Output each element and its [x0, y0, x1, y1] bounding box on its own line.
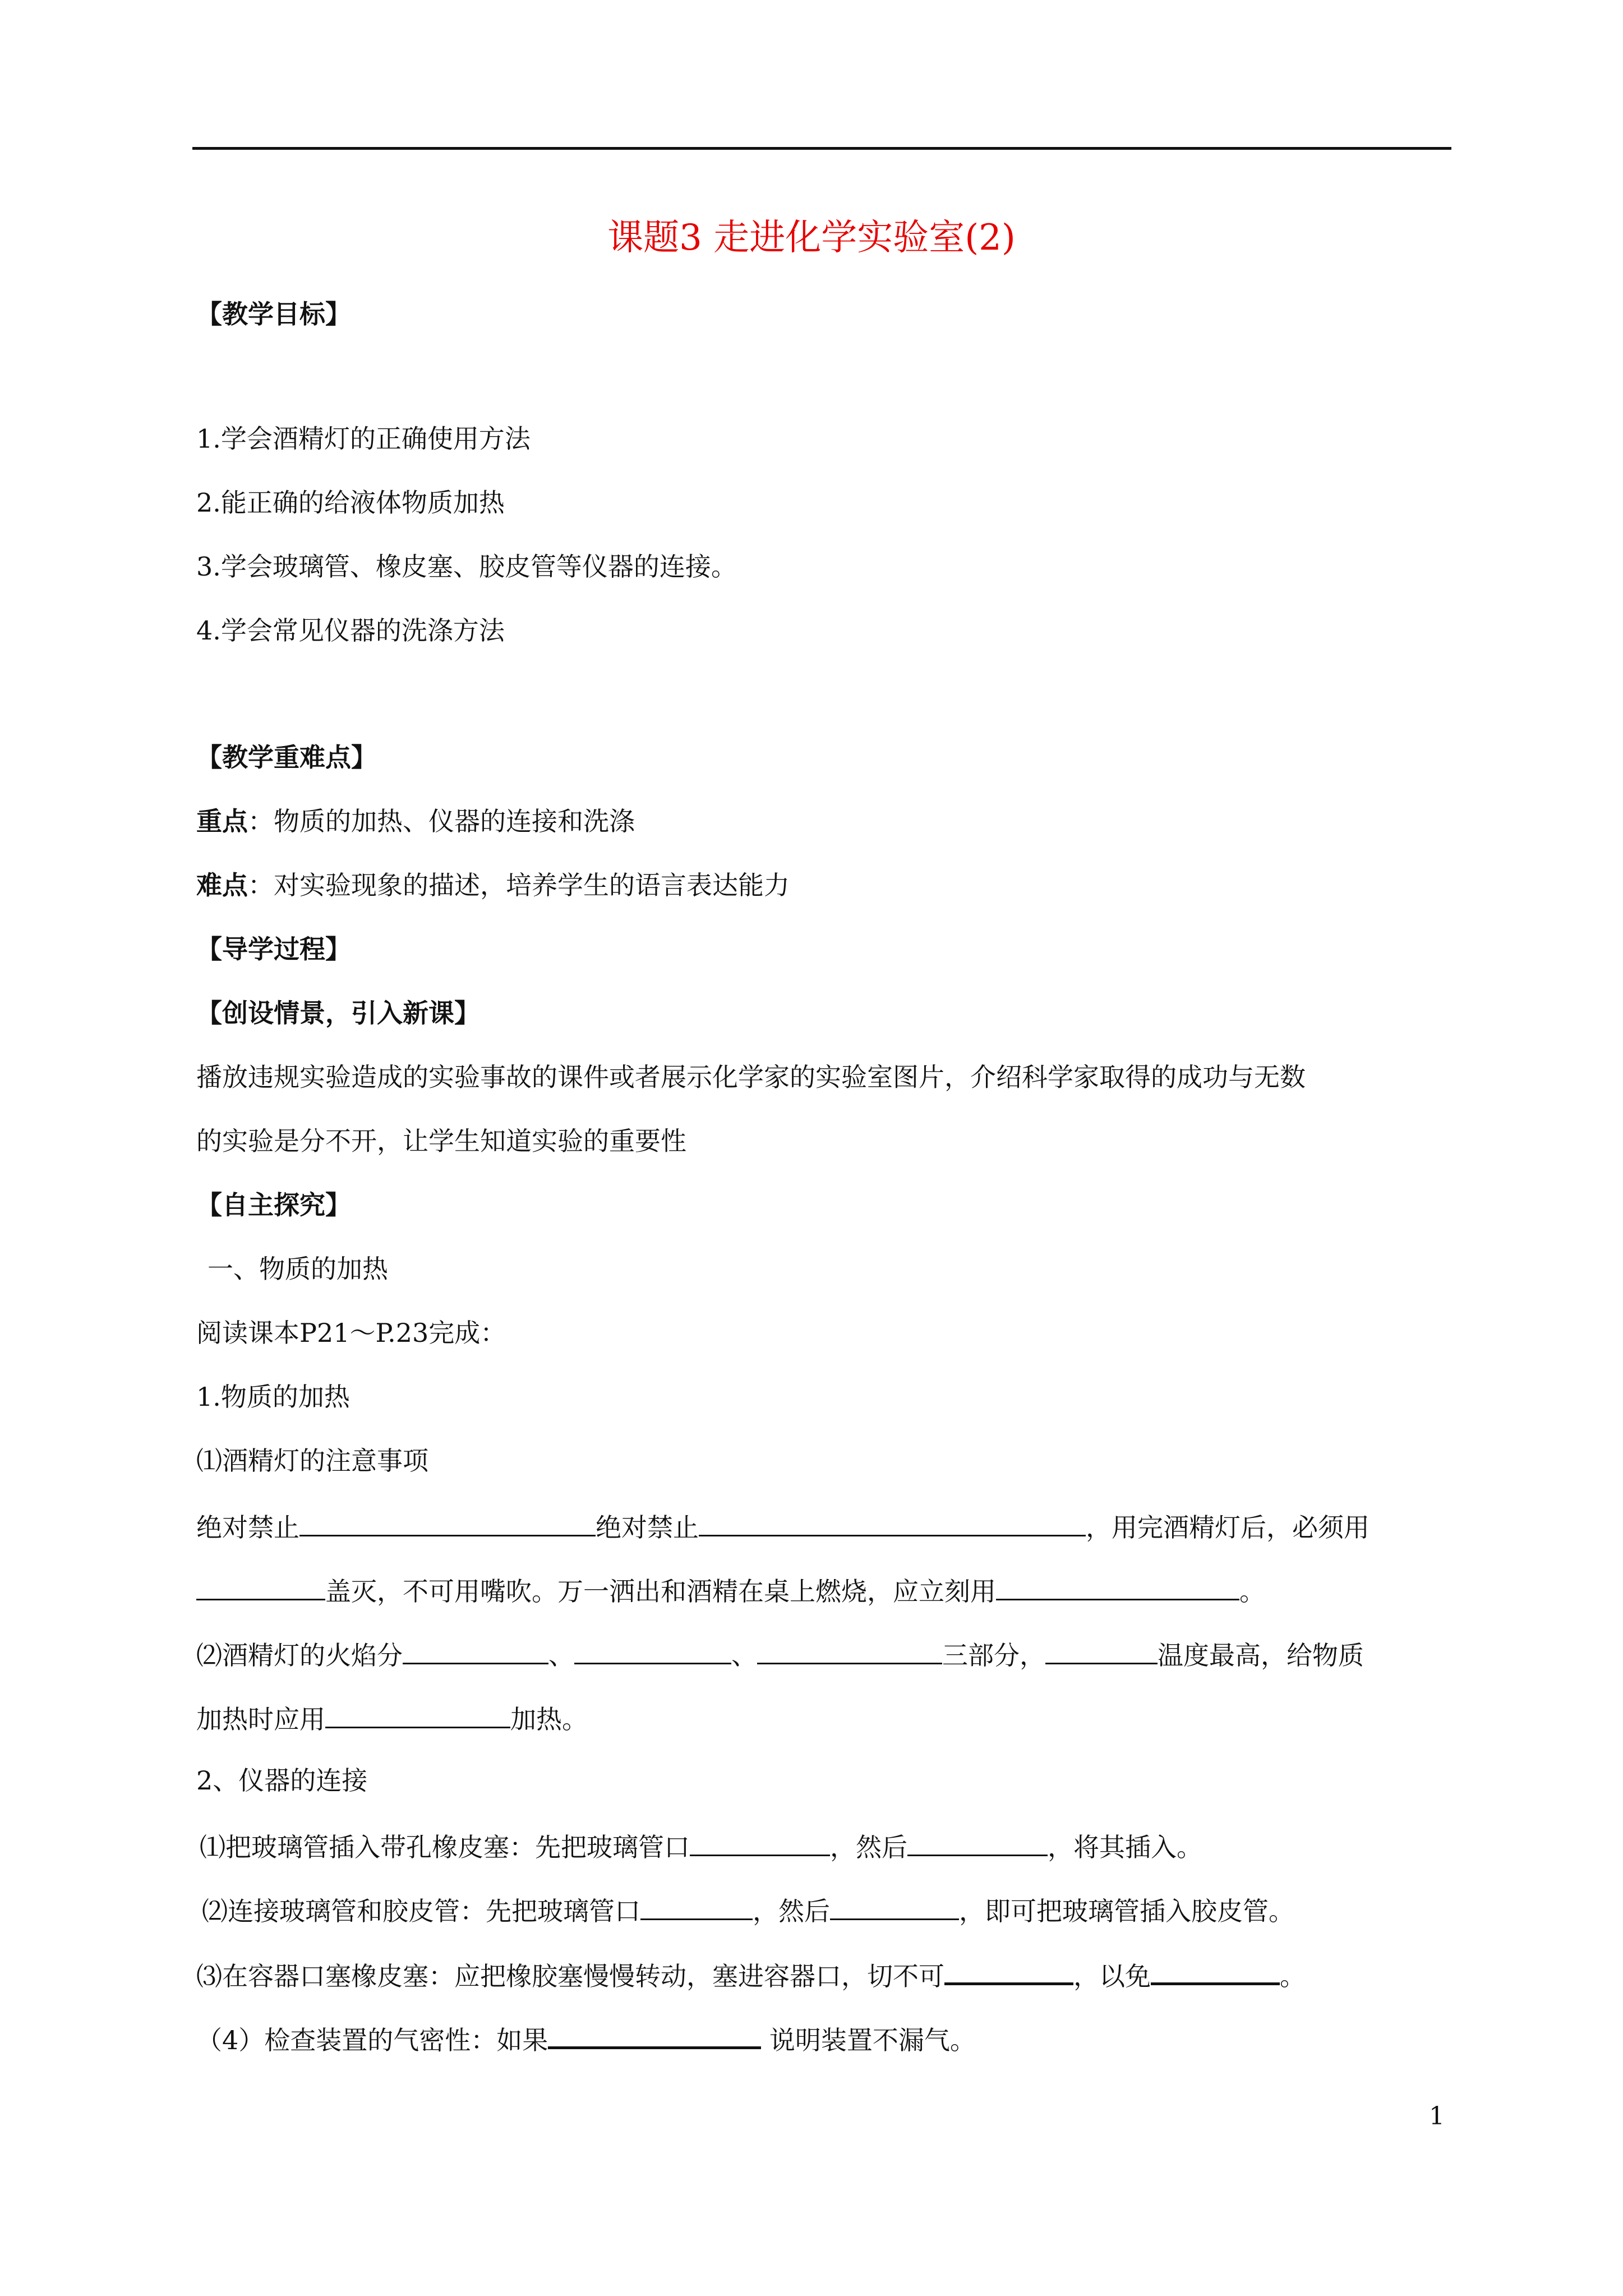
answer-blank[interactable] — [1151, 1955, 1280, 1985]
line-text: （4）检查装置的气密性：如果 — [196, 2025, 548, 2055]
line-text: 加热。 — [510, 1704, 588, 1734]
objectives-heading: 【教学目标】 — [196, 299, 351, 329]
line-text: ⑵连接玻璃管和胶皮管：先把玻璃管口 — [202, 1896, 640, 1926]
line-text: 。 — [1239, 1576, 1265, 1607]
answer-blank[interactable] — [699, 1508, 1086, 1536]
fill-line — [196, 1508, 1370, 1544]
page-number: 1 — [1429, 2102, 1445, 2131]
objective-item: 1.学会酒精灯的正确使用方法 — [196, 424, 531, 454]
intro-heading: 【创设情景，引入新课】 — [196, 998, 480, 1028]
difficulty-text: ：对实验现象的描述，培养学生的语言表达能力 — [248, 870, 790, 900]
focus-text: ：物质的加热、仪器的连接和洗涤 — [248, 806, 635, 836]
fill-line — [196, 2019, 976, 2057]
answer-blank[interactable] — [640, 1892, 753, 1920]
answer-blank[interactable] — [325, 1700, 510, 1728]
fill-line — [196, 1700, 588, 1736]
line-text: ，以免 — [1073, 1961, 1151, 1991]
answer-blank[interactable] — [196, 1572, 325, 1600]
line-text: 说明装置不漏气。 — [761, 2025, 976, 2055]
answer-blank[interactable] — [907, 1828, 1048, 1856]
fill-line — [196, 1955, 1306, 1993]
line-text: 绝对禁止 — [596, 1512, 699, 1543]
line-text: ⑴把玻璃管插入带孔橡皮塞：先把玻璃管口 — [200, 1832, 690, 1862]
difficulty-label: 难点 — [196, 870, 248, 900]
line-text: 绝对禁止 — [196, 1512, 299, 1543]
section-heading: 一、物质的加热 — [208, 1254, 388, 1284]
line-text: ，将其插入。 — [1048, 1832, 1202, 1862]
line-text: 盖灭，不可用嘴吹。万一洒出和酒精在桌上燃烧，应立刻用 — [325, 1576, 996, 1607]
line-text: 。 — [1280, 1961, 1306, 1991]
process-heading: 【导学过程】 — [196, 934, 351, 964]
line-text: 加热时应用 — [196, 1704, 325, 1734]
focus-line — [196, 804, 635, 838]
line-text: 温度最高，给物质 — [1158, 1640, 1364, 1671]
answer-blank[interactable] — [574, 1636, 731, 1664]
difficulty-line — [196, 868, 790, 902]
line-text: ，然后 — [830, 1832, 907, 1862]
line-text: 、 — [548, 1640, 574, 1671]
answer-blank[interactable] — [996, 1572, 1239, 1600]
subsection-heading: 1.物质的加热 — [196, 1382, 350, 1412]
answer-blank[interactable] — [1045, 1636, 1158, 1664]
fill-line — [200, 1828, 1202, 1864]
focus-label: 重点 — [196, 806, 248, 836]
intro-line: 播放违规实验造成的实验事故的课件或者展示化学家的实验室图片，介绍科学家取得的成功与无数 — [196, 1062, 1306, 1092]
line-text: ，用完酒精灯后，必须用 — [1086, 1512, 1370, 1543]
page-title: 课题3 走进化学实验室(2) — [607, 217, 1016, 259]
answer-blank[interactable] — [403, 1636, 548, 1664]
line-text: 、 — [731, 1640, 757, 1671]
answer-blank[interactable] — [548, 2019, 761, 2049]
answer-blank[interactable] — [757, 1636, 942, 1664]
item-title: ⑴酒精灯的注意事项 — [196, 1446, 428, 1476]
line-text: ，即可把玻璃管插入胶皮管。 — [959, 1896, 1294, 1926]
fill-line — [196, 1572, 1265, 1608]
fill-line — [196, 1636, 1364, 1672]
intro-line: 的实验是分不开，让学生知道实验的重要性 — [196, 1126, 686, 1156]
answer-blank[interactable] — [944, 1955, 1073, 1985]
line-text: ，然后 — [753, 1896, 830, 1926]
objective-item: 3.学会玻璃管、橡皮塞、胶皮管等仪器的连接。 — [196, 551, 737, 582]
header-rule — [192, 147, 1451, 150]
key-points-heading: 【教学重难点】 — [196, 742, 377, 772]
answer-blank[interactable] — [830, 1892, 959, 1920]
explore-heading: 【自主探究】 — [196, 1190, 351, 1220]
objective-item: 2.能正确的给液体物质加热 — [196, 487, 505, 518]
reading-instruction: 阅读课本P21～P.23完成： — [196, 1318, 506, 1348]
line-text: 三部分， — [942, 1640, 1045, 1671]
answer-blank[interactable] — [299, 1508, 596, 1536]
section-heading: 2、仪器的连接 — [196, 1765, 368, 1796]
line-text: ⑵酒精灯的火焰分 — [196, 1640, 403, 1671]
answer-blank[interactable] — [690, 1828, 830, 1856]
line-text: ⑶在容器口塞橡皮塞：应把橡胶塞慢慢转动，塞进容器口，切不可 — [196, 1961, 944, 1991]
objective-item: 4.学会常见仪器的洗涤方法 — [196, 615, 505, 646]
fill-line — [202, 1892, 1294, 1928]
